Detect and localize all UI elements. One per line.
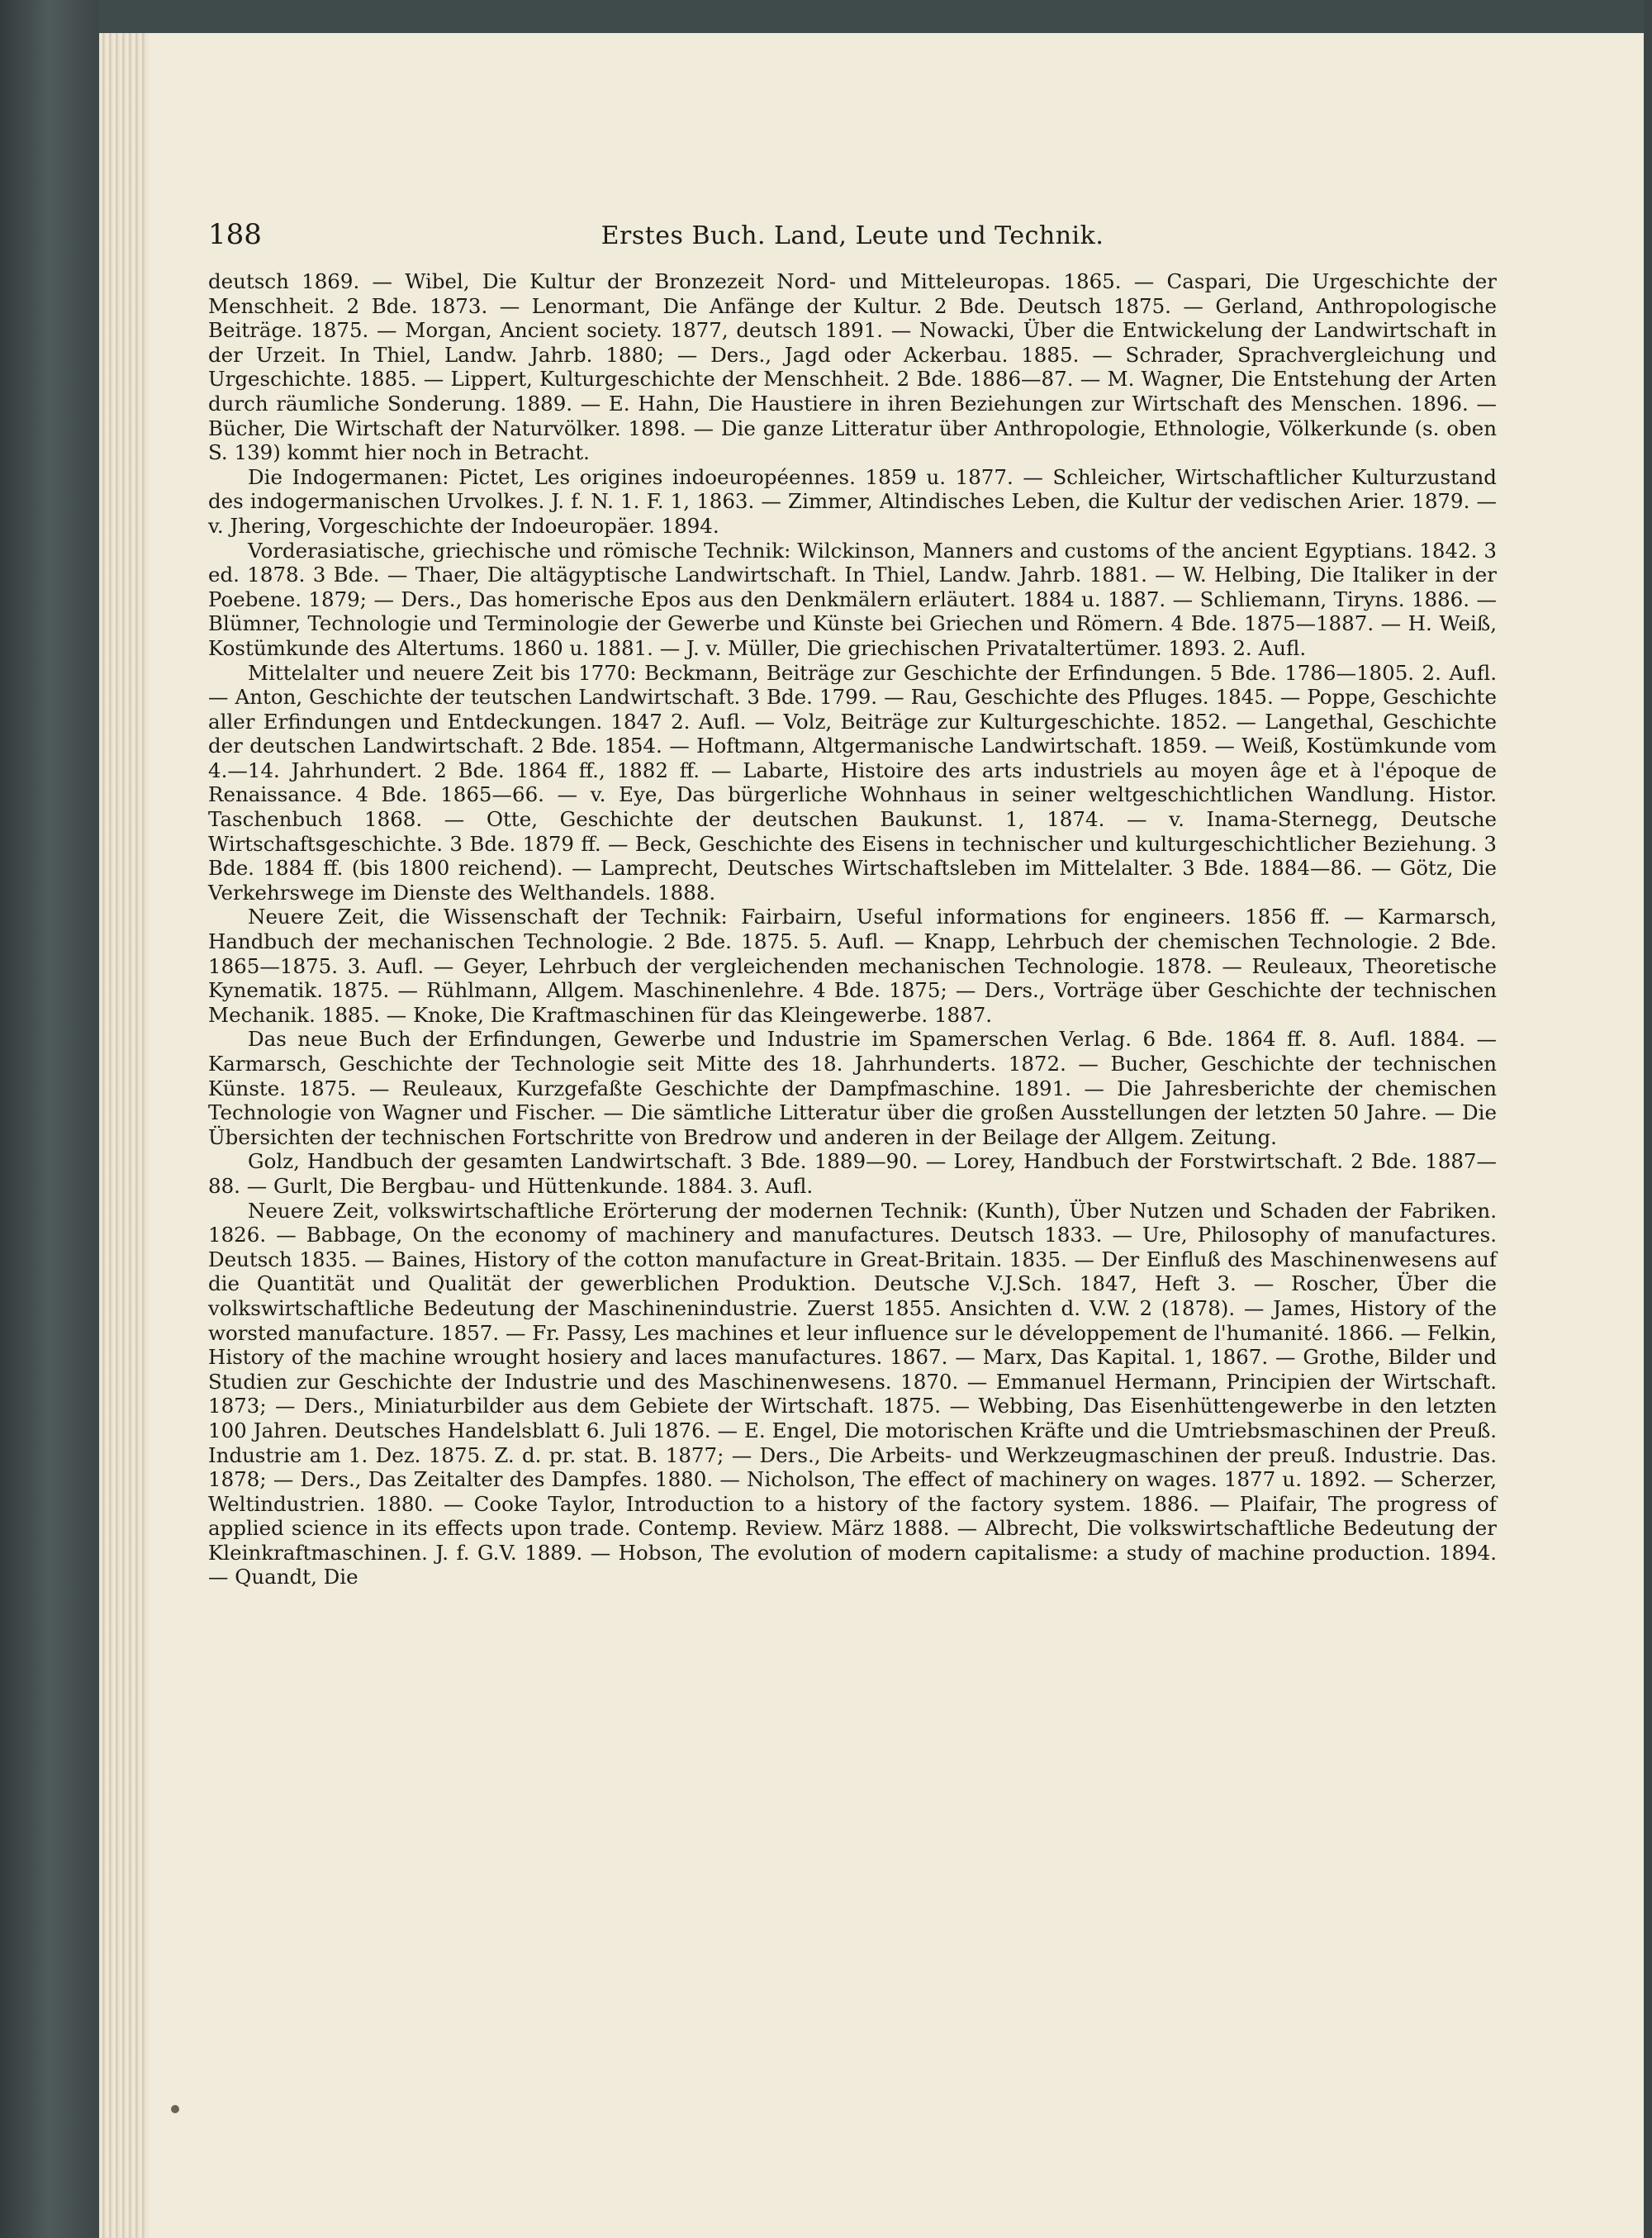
paragraph-book-of-inventions: Das neue Buch der Erfindungen, Gewerbe und Industrie im Spamerschen Verlag. 6 Bde. 1864 ff. 8. Aufl. 1884. — Karmarsch, Geschichte der Technologie seit Mitte des 18. Jahrhunderts. 1872. — Bucher, Geschichte der technischen Künste. 1875. — Reuleaux, Kurzgefaßte Geschichte der Dampfmaschine. 1891. — Die Jahresberichte der chemischen Technologie von Wagner und Fischer. — Die sämtliche Litteratur über die großen Ausstellungen der letzten 50 Jahre. — Die Übersichten der technischen Fortschritte von Bredrow und anderen in der Beilage der Allgem. Zeitung. [208, 1027, 1497, 1149]
paragraph-agriculture-handbooks: Golz, Handbuch der gesamten Landwirtschaft. 3 Bde. 1889—90. — Lorey, Handbuch der Forstwirtschaft. 2 Bde. 1887—88. — Gurlt, Die Bergbau- und Hüttenkunde. 1884. 3. Aufl. [208, 1149, 1497, 1198]
paragraph-indogermanen: Die Indogermanen: Pictet, Les origines indoeuropéennes. 1859 u. 1877. — Schleicher, Wirtschaftlicher Kulturzustand des indogermanischen Urvolkes. J. f. N. 1. F. 1, 1863. — Zimmer, Altindisches Leben, die Kultur der vedischen Arier. 1879. — v. Jhering, Vorgeschichte der Indoeuropäer. 1894. [208, 464, 1497, 538]
ink-dot [171, 2105, 179, 2113]
page-header [208, 218, 1497, 259]
scan-border-left [0, 0, 99, 2238]
paragraph-ancient-technique: Vorderasiatische, griechische und römische Technik: Wilckinson, Manners and customs of the ancient Egyptians. 1842. 3 ed. 1878. 3 Bde. — Thaer, Die altägyptische Landwirtschaft. In Thiel, Landw. Jahrb. 1881. — W. Helbing, Die Italiker in der Poebene. 1879; — Ders., Das homerische Epos aus den Denkmälern erläutert. 1884 u. 1887. — Schliemann, Tiryns. 1886. — Blümner, Technologie und Terminologie der Gewerbe und Künste bei Griechen und Römern. 4 Bde. 1875—1887. — H. Weiß, Kostümkunde des Altertums. 1860 u. 1881. — J. v. Müller, Die griechischen Privataltertümer. 1893. 2. Aufl. [208, 538, 1497, 660]
page-number: 188 [208, 218, 262, 251]
scan-border-right [1644, 0, 1652, 2238]
page-edge-stack [99, 33, 149, 2238]
paragraph-science-of-technique: Neuere Zeit, die Wissenschaft der Technik: Fairbairn, Useful informations for engineers. 1856 ff. — Karmarsch, Handbuch der mechanischen Technologie. 2 Bde. 1875. 5. Aufl. — Knapp, Lehrbuch der chemischen Technologie. 2 Bde. 1865—1875. 3. Aufl. — Geyer, Lehrbuch der vergleichenden mechanischen Technologie. 1878. — Reuleaux, Theoretische Kynematik. 1875. — Rühlmann, Allgem. Maschinenlehre. 4 Bde. 1875; — Ders., Vorträge über Geschichte der technischen Mechanik. 1885. — Knoke, Die Kraftmaschinen für das Kleingewerbe. 1887. [208, 905, 1497, 1027]
running-head: Erstes Buch. Land, Leute und Technik. [601, 221, 1104, 250]
paragraph-economic-discussion: Neuere Zeit, volkswirtschaftliche Erörterung der modernen Technik: (Kunth), Über Nutzen und Schaden der Fabriken. 1826. — Babbage, On the economy of machinery and manufactures. Deutsch 1833. — Ure, Philosophy of manufactures. Deutsch 1835. — Baines, History of the cotton manufacture in Great-Britain. 1835. — Der Einfluß des Maschinenwesens auf die Quantität und Qualität der gewerblichen Produktion. Deutsche V.J.Sch. 1847, Heft 3. — Roscher, Über die volkswirtschaftliche Bedeutung der Maschinenindustrie. Zuerst 1855. Ansichten d. V.W. 2 (1878). — James, History of the worsted manufacture. 1857. — Fr. Passy, Les machines et leur influence sur le développement de l'humanité. 1866. — Felkin, History of the machine wrought hosiery and laces manufactures. 1867. — Marx, Das Kapital. 1, 1867. — Grothe, Bilder und Studien zur Geschichte der Industrie und des Maschinenwesens. 1870. — Emmanuel Hermann, Principien der Wirtschaft. 1873; — Ders., Miniaturbilder aus dem Gebiete der Wirtschaft. 1875. — Webbing, Das Eisenhüttengewerbe in den letzten 100 Jahren. Deutsches Handelsblatt 6. Juli 1876. — E. Engel, Die motorischen Kräfte und die Umtriebsmaschinen der Preuß. Industrie am 1. Dez. 1875. Z. d. pr. stat. B. 1877; — Ders., Die Arbeits- und Werkzeugmaschinen der preuß. Industrie. Das. 1878; — Ders., Das Zeitalter des Dampfes. 1880. — Nicholson, The effect of machinery on wages. 1877 u. 1892. — Scherzer, Weltindustrien. 1880. — Cooke Taylor, Introduction to a history of the factory system. 1886. — Plaifair, The progress of applied science in its effects upon trade. Contemp. Review. März 1888. — Albrecht, Die volkswirtschaftliche Bedeutung der Kleinkraftmaschinen. J. f. G.V. 1889. — Hobson, The evolution of modern capitalisme: a study of machine production. 1894. — Quandt, Die [208, 1198, 1497, 1589]
paragraph-continued: deutsch 1869. — Wibel, Die Kultur der Bronzezeit Nord- und Mitteleuropas. 1865. — Caspari, Die Urgeschichte der Menschheit. 2 Bde. 1873. — Lenormant, Die Anfänge der Kultur. 2 Bde. Deutsch 1875. — Gerland, Anthropologische Beiträge. 1875. — Morgan, Ancient society. 1877, deutsch 1891. — Nowacki, Über die Entwickelung der Landwirtschaft in der Urzeit. In Thiel, Landw. Jahrb. 1880; — Ders., Jagd oder Ackerbau. 1885. — Schrader, Sprachvergleichung und Urgeschichte. 1885. — Lippert, Kulturgeschichte der Menschheit. 2 Bde. 1886—87. — M. Wagner, Die Entstehung der Arten durch räumliche Sonderung. 1889. — E. Hahn, Die Haustiere in ihren Beziehungen zur Wirtschaft des Menschen. 1896. — Bücher, Die Wirtschaft der Naturvölker. 1898. — Die ganze Litteratur über Anthropologie, Ethnologie, Völkerkunde (s. oben S. 139) kommt hier noch in Betracht. [208, 269, 1497, 465]
scan-border-top [0, 0, 1652, 33]
bibliography-text [208, 269, 1497, 1589]
paragraph-middle-ages: Mittelalter und neuere Zeit bis 1770: Beckmann, Beiträge zur Geschichte der Erfindungen. 5 Bde. 1786—1805. 2. Aufl. — Anton, Geschichte der teutschen Landwirtschaft. 3 Bde. 1799. — Rau, Geschichte des Pfluges. 1845. — Poppe, Geschichte aller Erfindungen und Entdeckungen. 1847 2. Aufl. — Volz, Beiträge zur Kulturgeschichte. 1852. — Langethal, Geschichte der deutschen Landwirtschaft. 2 Bde. 1854. — Hoftmann, Altgermanische Landwirtschaft. 1859. — Weiß, Kostümkunde vom 4.—14. Jahrhundert. 2 Bde. 1864 ff., 1882 ff. — Labarte, Histoire des arts industriels au moyen âge et à l'époque de Renaissance. 4 Bde. 1865—66. — v. Eye, Das bürgerliche Wohnhaus in seiner weltgeschichtlichen Wandlung. Histor. Taschenbuch 1868. — Otte, Geschichte der deutschen Baukunst. 1, 1874. — v. Inama-Sternegg, Deutsche Wirtschaftsgeschichte. 3 Bde. 1879 ff. — Beck, Geschichte des Eisens in technischer und kulturgeschichtlicher Beziehung. 3 Bde. 1884 ff. (bis 1800 reichend). — Lamprecht, Deutsches Wirtschaftsleben im Mittelalter. 3 Bde. 1884—86. — Götz, Die Verkehrswege im Dienste des Welthandels. 1888. [208, 660, 1497, 905]
